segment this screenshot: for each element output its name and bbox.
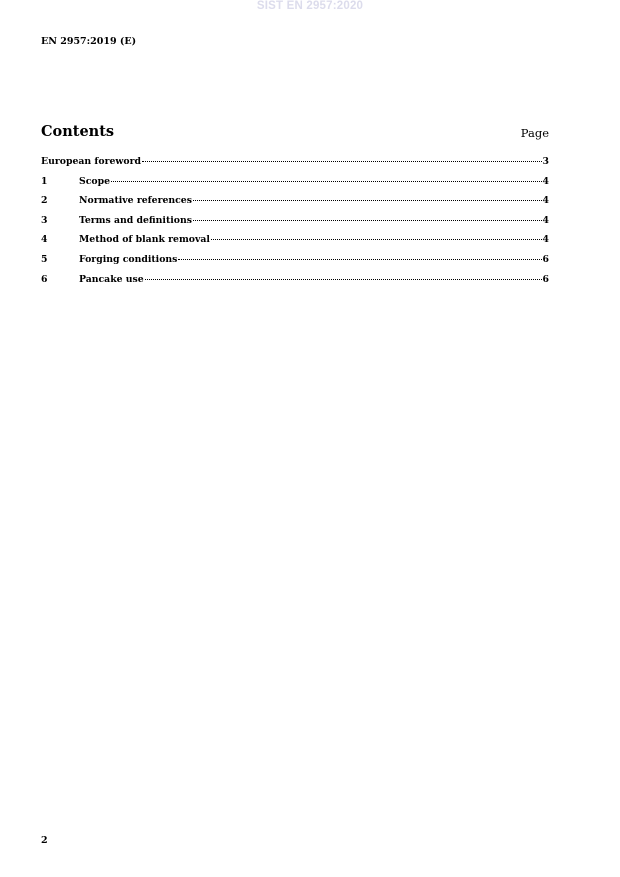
toc-entry-forging-conditions[interactable] xyxy=(41,254,549,274)
toc-entry-number: 2 xyxy=(41,195,48,207)
toc-entry-number: 1 xyxy=(41,175,48,187)
toc-entry-page: 4 xyxy=(542,214,549,226)
toc-entry-title: European foreword xyxy=(41,156,141,167)
toc-entry-number: 6 xyxy=(41,273,48,285)
toc-entry-method-of-blank-removal[interactable] xyxy=(41,234,549,254)
toc-entry-page: 6 xyxy=(542,253,549,265)
toc-leader-dots xyxy=(145,279,542,280)
toc-entry-normative-references[interactable] xyxy=(41,195,549,215)
page-column-label: Page xyxy=(520,126,549,140)
toc-entry-title: Forging conditions xyxy=(79,253,178,265)
toc-entry-title: Scope xyxy=(79,175,110,187)
toc-entry-number: 5 xyxy=(41,253,48,265)
toc-leader-dots xyxy=(142,161,542,162)
toc-entry-page: 4 xyxy=(542,175,549,187)
table-of-contents xyxy=(41,156,549,293)
watermark: SIST EN 2957:2020 xyxy=(256,0,364,12)
toc-entry-page: 4 xyxy=(542,195,549,207)
toc-leader-dots xyxy=(193,200,542,201)
toc-entry-terms-and-definitions[interactable] xyxy=(41,215,549,235)
toc-entry-european-foreword[interactable] xyxy=(41,156,549,176)
toc-leader-dots xyxy=(211,239,542,240)
document-id: EN 2957:2019 (E) xyxy=(41,36,137,47)
toc-entry-title: Method of blank removal xyxy=(79,234,210,246)
toc-entry-title: Pancake use xyxy=(79,273,144,285)
toc-entry-page: 3 xyxy=(542,156,549,167)
toc-leader-dots xyxy=(178,259,541,260)
toc-entry-page: 4 xyxy=(542,234,549,246)
toc-entry-number: 3 xyxy=(41,214,48,226)
toc-entry-number: 4 xyxy=(41,234,48,246)
page-number: 2 xyxy=(41,835,48,846)
toc-leader-dots xyxy=(193,220,542,221)
contents-title: Contents xyxy=(41,123,115,140)
toc-leader-dots xyxy=(111,181,542,182)
toc-entry-title: Terms and definitions xyxy=(79,214,192,226)
toc-entry-scope[interactable] xyxy=(41,176,549,196)
toc-entry-pancake-use[interactable] xyxy=(41,274,549,294)
toc-entry-title: Normative references xyxy=(79,195,192,207)
toc-entry-page: 6 xyxy=(542,273,549,285)
